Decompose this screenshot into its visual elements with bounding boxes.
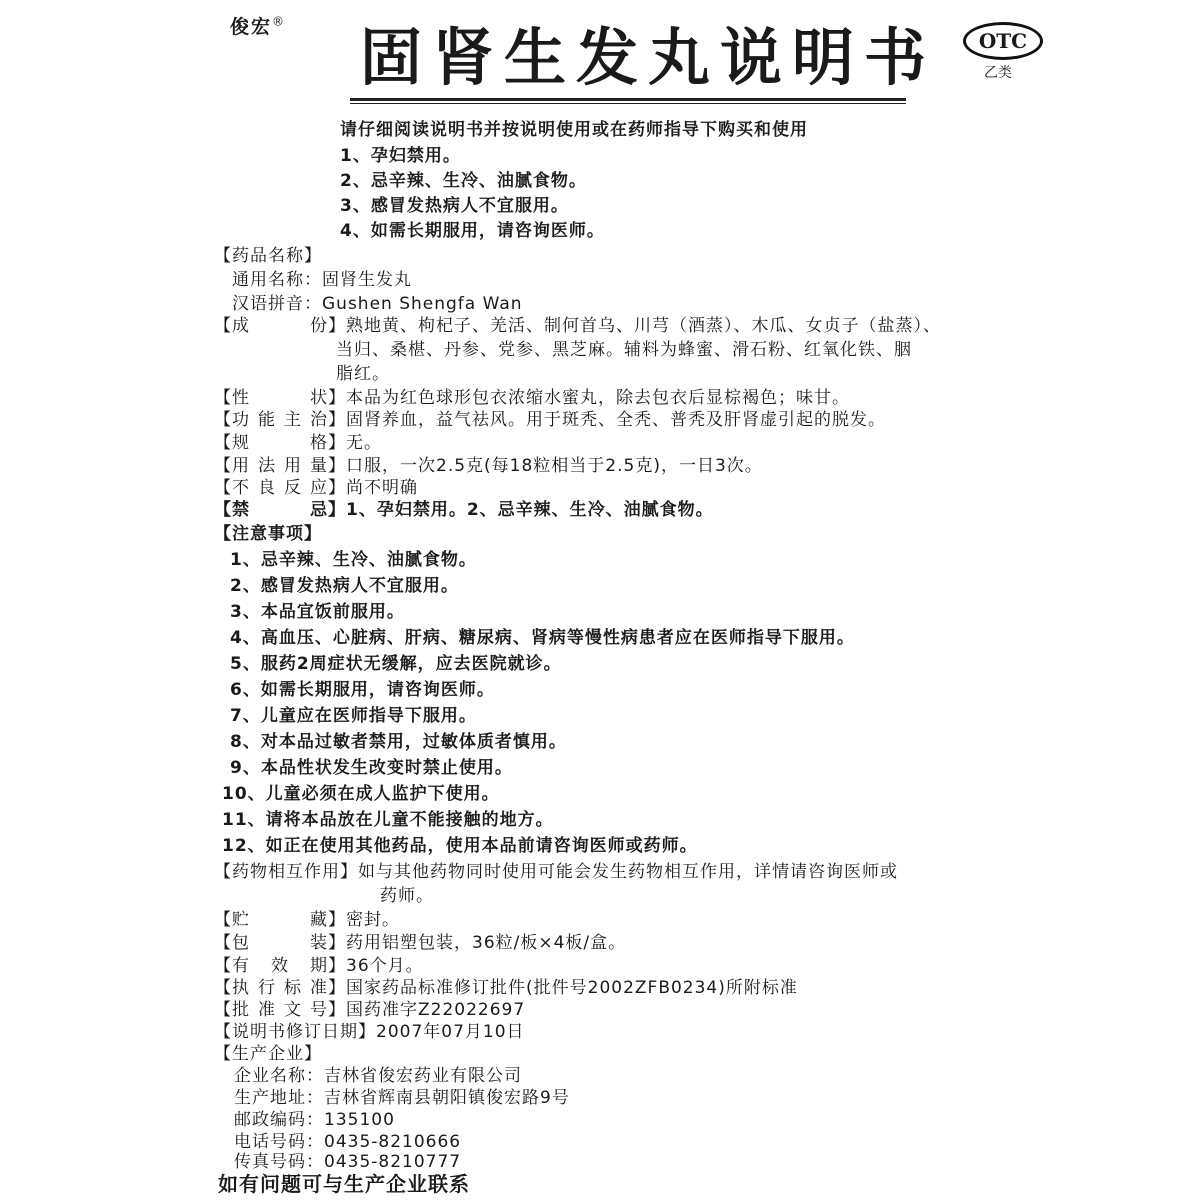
- ingredients-row: [214, 314, 941, 338]
- contraindications-row: 【禁忌】1、孕妇禁用。2、忌辛辣、生冷、油腻食物。: [214, 500, 714, 520]
- storage-row: 【贮藏】密封。: [214, 910, 400, 930]
- appearance-row: 【性状】本品为红色球形包衣浓缩水蜜丸，除去包衣后显棕褐色；味甘。: [214, 388, 850, 408]
- address-label: 生产地址：: [234, 1088, 324, 1108]
- precaution-item: 9、本品性状发生改变时禁止使用。: [230, 758, 513, 778]
- drug-name-header: 【药品名称】: [214, 246, 322, 266]
- ingredients-line-2: 当归、桑椹、丹参、党参、黑芝麻。辅料为蜂蜜、滑石粉、红氧化铁、胭: [336, 340, 912, 360]
- precaution-item: 1、忌辛辣、生冷、油腻食物。: [230, 550, 477, 570]
- ingredients-line-3: 脂红。: [336, 364, 390, 384]
- precaution-item: 6、如需长期服用，请咨询医师。: [230, 680, 495, 700]
- company-row: [234, 1064, 522, 1088]
- pinyin-value: Gushen Shengfa Wan: [322, 294, 523, 314]
- brand-name: 俊宏: [230, 16, 273, 38]
- interactions-line-2: 药师。: [380, 886, 434, 906]
- pinyin-label: 汉语拼音：: [232, 294, 322, 314]
- bracket-close: 】: [328, 316, 346, 336]
- company-name: 吉林省俊宏药业有限公司: [324, 1066, 522, 1086]
- revision-row: [214, 1020, 525, 1044]
- postcode-value: 135100: [324, 1110, 395, 1130]
- company-label: 企业名称：: [234, 1066, 324, 1086]
- precaution-item: 7、儿童应在医师指导下服用。: [230, 706, 477, 726]
- approval-value: 国药准字Z22022697: [346, 1000, 526, 1020]
- validity-row: 【有效期】36个月。: [214, 956, 424, 976]
- validity-value: 36个月。: [346, 956, 424, 976]
- precaution-item: 8、对本品过敏者禁用，过敏体质者慎用。: [230, 732, 567, 752]
- phone-value: 0435-8210666: [324, 1132, 462, 1152]
- phone-label: 电话号码：: [234, 1132, 324, 1152]
- contraindications-value: 1、孕妇禁用。2、忌辛辣、生冷、油腻食物。: [346, 500, 714, 520]
- address-value: 吉林省辉南县朝阳镇俊宏路9号: [324, 1088, 570, 1108]
- revision-label: 【说明书修订日期】: [214, 1022, 376, 1042]
- interactions-line-1: 如与其他药物同时使用可能会发生药物相互作用，详情请咨询医师或: [358, 862, 898, 882]
- precaution-item: 3、本品宜饭前服用。: [230, 602, 405, 622]
- precaution-item: 10、儿童必须在成人监护下使用。: [222, 784, 500, 804]
- specification-row: 【规格】无。: [214, 433, 382, 453]
- fax-value: 0435-8210777: [324, 1152, 462, 1172]
- warning-item: 3、感冒发热病人不宜服用。: [340, 196, 569, 216]
- ingredients-label: 成份: [232, 316, 328, 336]
- package-value: 药用铝塑包装，36粒/板×4板/盒。: [346, 933, 627, 953]
- otc-badge: OTC: [963, 22, 1043, 60]
- dosage-row: 【用法用量】口服，一次2.5克(每18粒相当于2.5克)，一日3次。: [214, 456, 763, 476]
- document-title: 固肾生发丸说明书: [360, 21, 937, 94]
- indications-label: 功能主治: [232, 410, 328, 430]
- footer-contact-note: 如有问题可与生产企业联系: [218, 1172, 470, 1196]
- adverse-value: 尚不明确: [346, 478, 418, 498]
- approval-label: 批准文号: [232, 1000, 328, 1020]
- precautions-header: 【注意事项】: [214, 524, 322, 544]
- generic-name-label: 通用名称：: [232, 270, 322, 290]
- standard-value: 国家药品标准修订批件(批件号2002ZFB0234)所附标准: [346, 978, 798, 998]
- registered-mark: ®: [272, 14, 287, 29]
- precaution-item: 2、感冒发热病人不宜服用。: [230, 576, 459, 596]
- dosage-value: 口服，一次2.5克(每18粒相当于2.5克)，一日3次。: [346, 456, 763, 476]
- standard-row: 【执行标准】国家药品标准修订批件(批件号2002ZFB0234)所附标准: [214, 978, 798, 998]
- dosage-label: 用法用量: [232, 456, 328, 476]
- bracket-open: 【: [214, 316, 232, 336]
- storage-value: 密封。: [346, 910, 400, 930]
- adverse-row: 【不良反应】尚不明确: [214, 478, 418, 498]
- indications-value: 固肾养血，益气祛风。用于斑秃、全秃、普秃及肝肾虚引起的脱发。: [346, 410, 886, 430]
- adverse-label: 不良反应: [232, 478, 328, 498]
- generic-name-value: 固肾生发丸: [322, 270, 412, 290]
- warning-item: 2、忌辛辣、生冷、油腻食物。: [340, 171, 587, 191]
- title-rule-thin: [350, 103, 906, 104]
- standard-label: 执行标准: [232, 978, 328, 998]
- fax-label: 传真号码：: [234, 1152, 324, 1172]
- approval-row: 【批准文号】国药准字Z22022697: [214, 1000, 526, 1020]
- warning-intro: 请仔细阅读说明书并按说明使用或在药师指导下购买和使用: [340, 120, 808, 140]
- validity-label: 有效期: [232, 956, 328, 976]
- package-row: 【包装】药用铝塑包装，36粒/板×4板/盒。: [214, 933, 627, 953]
- pinyin-row: [232, 292, 523, 316]
- indications-row: 【功能主治】固肾养血，益气祛风。用于斑秃、全秃、普秃及肝肾虚引起的脱发。: [214, 410, 886, 430]
- warning-item: 4、如需长期服用，请咨询医师。: [340, 221, 605, 241]
- revision-value: 2007年07月10日: [376, 1022, 525, 1042]
- manufacturer-header: 【生产企业】: [214, 1044, 322, 1064]
- precaution-item: 11、请将本品放在儿童不能接触的地方。: [222, 810, 554, 830]
- interactions-label: 【药物相互作用】: [214, 862, 358, 882]
- address-row: [234, 1086, 570, 1110]
- otc-class-label: 乙类: [984, 65, 1012, 81]
- ingredients-line-1: 熟地黄、枸杞子、羌活、制何首乌、川芎（酒蒸）、木瓜、女贞子（盐蒸）、: [346, 316, 941, 336]
- postcode-label: 邮政编码：: [234, 1110, 324, 1130]
- contraindications-label: 禁忌: [232, 500, 328, 520]
- brand-logo: [230, 12, 286, 39]
- generic-name-row: [232, 268, 412, 292]
- specification-label: 规格: [232, 433, 328, 453]
- warning-item: 1、孕妇禁用。: [340, 146, 461, 166]
- storage-label: 贮藏: [232, 910, 328, 930]
- precaution-item: 12、如正在使用其他药品，使用本品前请咨询医师或药师。: [222, 836, 698, 856]
- postcode-row: [234, 1108, 395, 1132]
- precaution-item: 4、高血压、心脏病、肝病、糖尿病、肾病等慢性病患者应在医师指导下服用。: [230, 628, 855, 648]
- appearance-label: 性状: [232, 388, 328, 408]
- specification-value: 无。: [346, 433, 382, 453]
- precaution-item: 5、服药2周症状无缓解，应去医院就诊。: [230, 654, 562, 674]
- appearance-value: 本品为红色球形包衣浓缩水蜜丸，除去包衣后显棕褐色；味甘。: [346, 388, 850, 408]
- package-label: 包装: [232, 933, 328, 953]
- interactions-row: [214, 860, 898, 884]
- title-rule-thick: [350, 98, 906, 101]
